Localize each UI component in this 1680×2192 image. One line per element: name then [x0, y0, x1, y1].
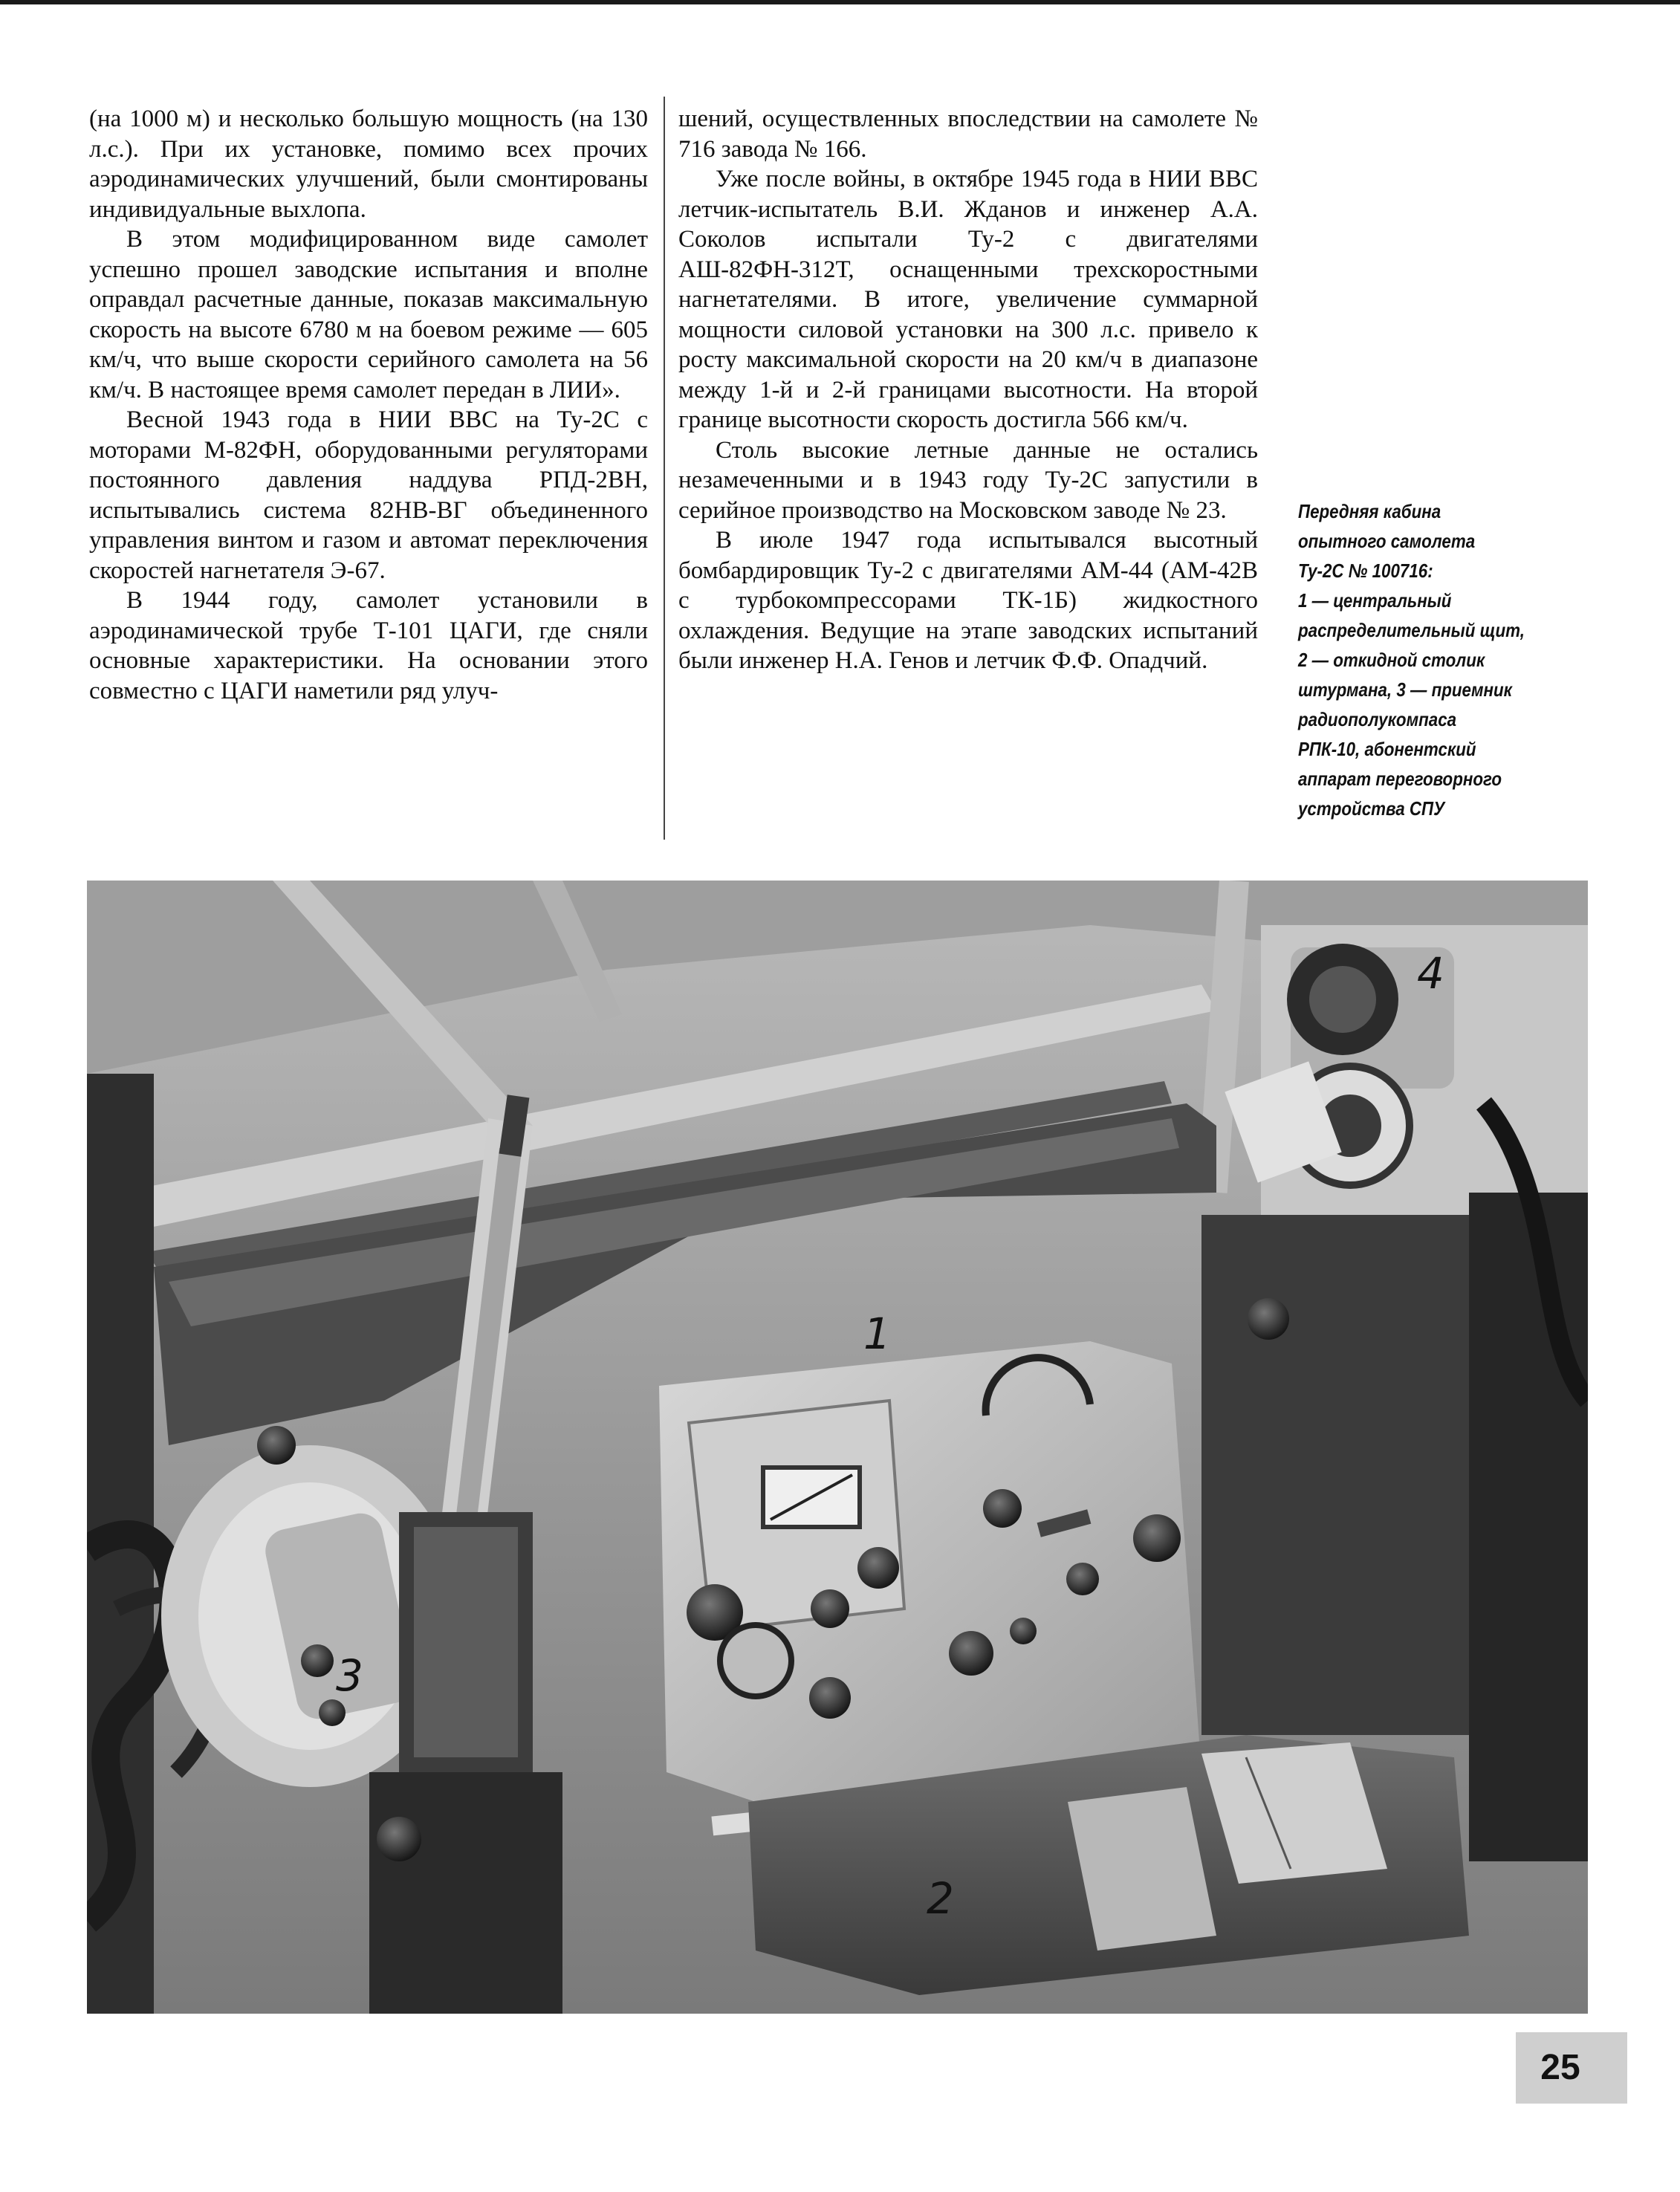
paragraph: Уже после войны, в октябре 1945 года в НИИ ВВС летчик-испытатель В.И. Жданов и инженер А.А. Соколов испытали Ту-2 с двигателями АШ-82ФН-312Т, оснащенными трехскоростными нагнетателями. В итоге, увеличение суммарной мощности силовой установки на 300 л.с. привело к росту максимальной скорости на 20 км/ч в диапазоне между 1-й и 2-й границами высотности. На второй границе высотности скорость достигла 566 км/ч.: [678, 166, 1258, 433]
paragraph: шений, осуществленных впоследствии на самолете № 716 завода № 166.: [678, 106, 1258, 163]
caption-line: устройства СПУ: [1298, 797, 1445, 820]
text-column-middle: [678, 104, 1258, 676]
paragraph: В этом модифицированном виде самолет успешно прошел заводские испытания и вполне оправдал расчетные данные, показав максимальную скорость на высоте 6780 м на боевом режиме — 605 км/ч, что выше скорости серийного самолета на 56 км/ч. В настоящее время самолет передан в ЛИИ».: [89, 226, 648, 403]
column-divider: [664, 97, 665, 840]
caption-line: Передняя кабина: [1298, 500, 1441, 522]
top-rule: [0, 0, 1680, 4]
page-number: 25: [1540, 2048, 1580, 2087]
photo-caption: [1298, 496, 1573, 823]
caption-line: аппарат переговорного: [1298, 768, 1502, 790]
text-column-left: [89, 104, 648, 706]
paragraph: Столь высокие летные данные не остались незамеченными и в 1943 году Ту-2С запустили в серийное производство на Московском заводе № 23.: [678, 436, 1258, 524]
caption-line: опытного самолета: [1298, 530, 1476, 552]
paragraph: (на 1000 м) и несколько большую мощность (на 130 л.с.). При их установке, помимо всех прочих аэродинамических улучшений, были смонтированы индивидуальные выхлопа.: [89, 106, 648, 223]
caption-line: распределительный щит,: [1298, 619, 1525, 641]
cockpit-photo: [87, 881, 1588, 2014]
caption-line: РПК-10, абонентский: [1298, 738, 1476, 760]
photo-label-3: 3: [336, 1650, 363, 1701]
photo-label-1: 1: [863, 1309, 891, 1359]
caption-line: 2 — откидной столик: [1298, 649, 1485, 671]
caption-line: радиополукомпаса: [1298, 708, 1457, 730]
paragraph: В 1944 году, самолет установили в аэродинамической трубе Т-101 ЦАГИ, где сняли основные характеристики. На основании этого совместно с ЦАГИ наметили ряд улуч-: [89, 587, 648, 704]
paragraph: В июле 1947 года испытывался высотный бомбардировщик Ту-2 с двигателями АМ-44 (АМ-42В с турбокомпрессорами ТК-1Б) жидкостного охлаждения. Ведущие на этапе заводских испытаний были инженер Н.А. Генов и летчик Ф.Ф. Опадчий.: [678, 527, 1258, 674]
caption-line: Ту-2С № 100716:: [1298, 560, 1433, 582]
paragraph: Весной 1943 года в НИИ ВВС на Ту-2С с моторами М-82ФН, оборудованными регуляторами постоянного давления наддува РПД-2ВН, испытывались система 82НВ-ВГ объединенного управления винтом и газом и автомат переключения скоростей нагнетателя Э-67.: [89, 406, 648, 584]
caption-line: штурмана, 3 — приемник: [1298, 678, 1513, 701]
photo-label-4: 4: [1417, 948, 1444, 999]
caption-line: 1 — центральный: [1298, 589, 1452, 612]
photo-label-2: 2: [927, 1873, 954, 1924]
